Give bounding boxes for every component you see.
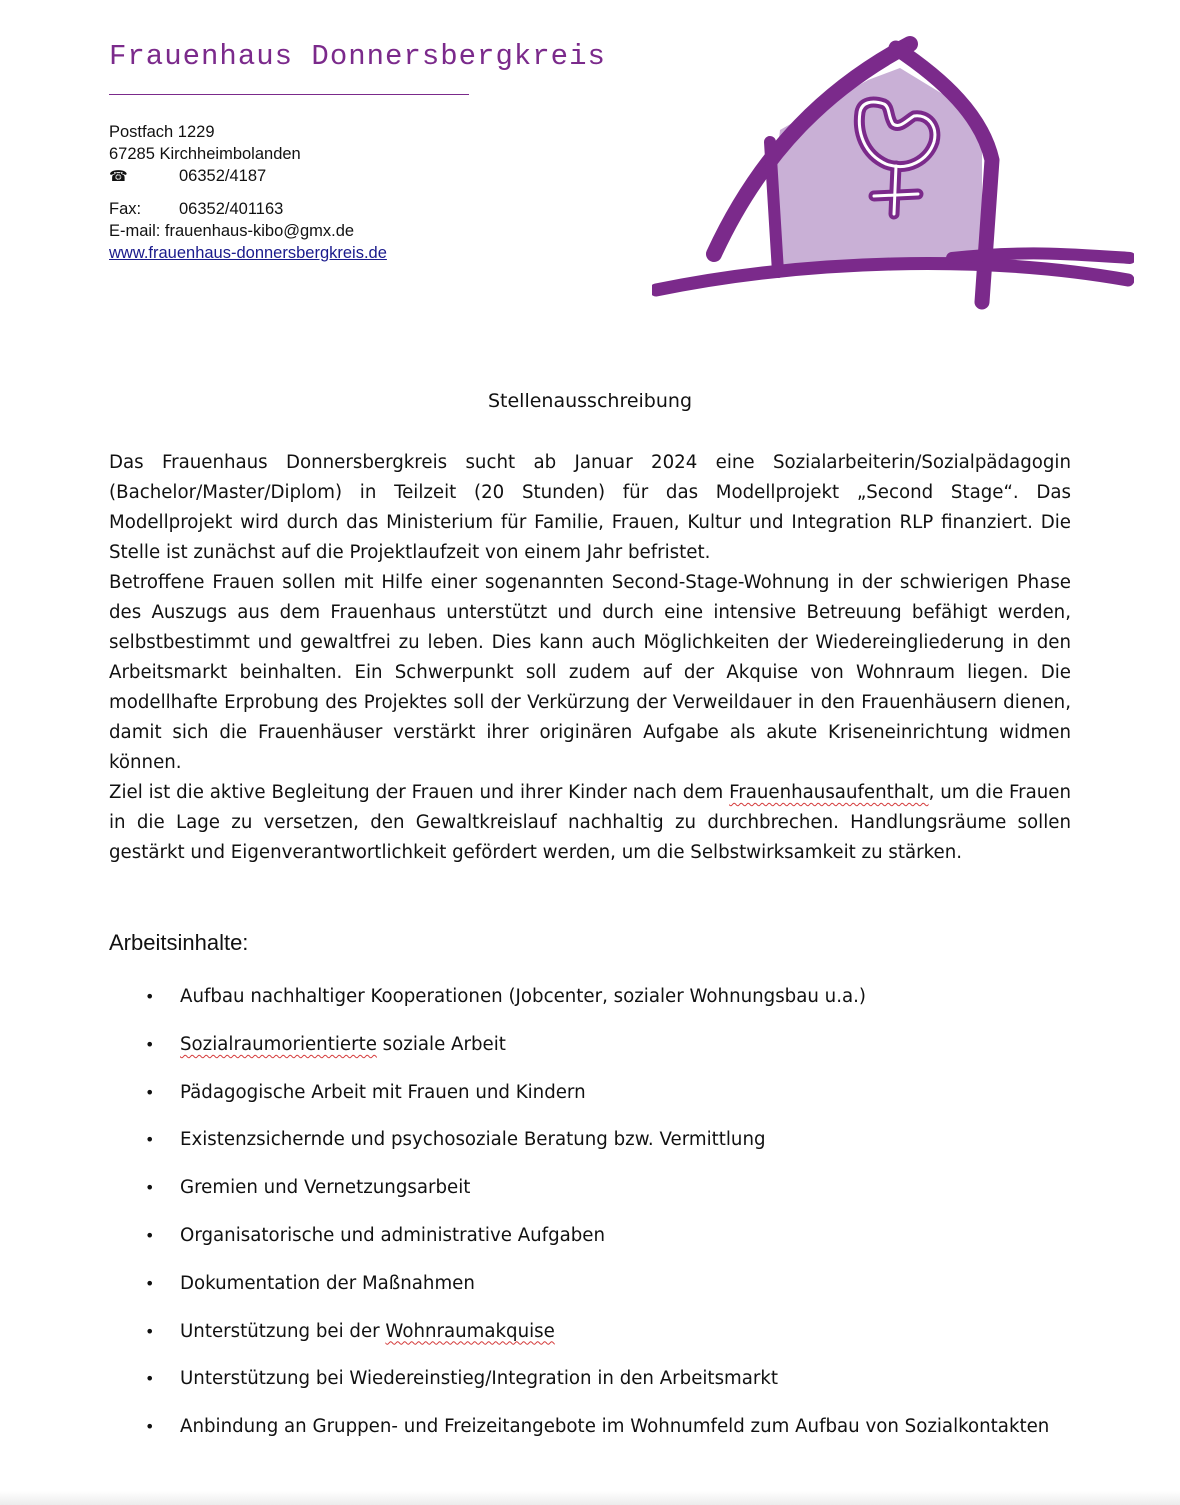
phone-number: 06352/4187 xyxy=(179,167,267,185)
bullet-icon: • xyxy=(145,1273,155,1293)
paragraph-intro: Das Frauenhaus Donnersbergkreis sucht ab Januar 2024 eine Sozialarbeiterin/Sozialpädagogin (Bachelor/Master/Diplom) in Teilzeit (20 Stunden) für das Modellprojekt „Second Stage“. Das Modellprojekt wird durch das Ministerium für Familie, Frauen, Kultur und Integration RLP finanziert. Die Stelle ist zunächst auf die Projektlaufzeit von einem Jahr befristet. xyxy=(109,452,1071,563)
fax-label: Fax: xyxy=(109,200,142,218)
city: 67285 Kirchheimbolanden xyxy=(109,145,301,163)
list-item: • Sozialraumorientierte soziale Arbeit xyxy=(145,1030,1071,1060)
page-edge xyxy=(0,1491,1180,1505)
section-heading: Arbeitsinhalte: xyxy=(109,930,249,955)
list-item: • Dokumentation der Maßnahmen xyxy=(145,1269,1071,1299)
list-item: • Organisatorische und administrative Aufgaben xyxy=(145,1221,1071,1251)
paragraph-project: Betroffene Frauen sollen mit Hilfe einer sogenannten Second-Stage-Wohnung in der schwierigen Phase des Auszugs aus dem Frauenhaus unterstützt und durch eine intensive Betreuung befähigt werden, selbstbestimmt und gewaltfrei zu leben. Dies kann auch Möglichkeiten der Wiedereingliederung in den Arbeitsmarkt beinhalten. Ein Schwerpunkt soll zudem auf der Akquise von Wohnraum liegen. Die modellhafte Erprobung des Projektes soll der Verkürzung der Verweildauer in den Frauenhäusern dienen, damit sich die Frauenhäuser verstärkt ihrer originären Aufgabe als akute Kriseneinrichtung widmen können. xyxy=(109,572,1071,773)
bullet-icon: • xyxy=(145,1321,155,1341)
organization-name: Frauenhaus Donnersbergkreis xyxy=(109,40,606,73)
list-item: • Unterstützung bei Wiedereinstieg/Integration in den Arbeitsmarkt xyxy=(145,1364,1071,1394)
address-block xyxy=(109,121,387,264)
list-item: • Existenzsichernde und psychosoziale Beratung bzw. Vermittlung xyxy=(145,1125,1071,1155)
bullet-icon: • xyxy=(145,1369,155,1389)
website-link[interactable]: www.frauenhaus-donnersbergkreis.de xyxy=(109,244,387,262)
fax-number: 06352/401163 xyxy=(179,200,284,218)
house-with-female-symbol-logo xyxy=(652,32,1134,322)
spellcheck-flagged-word: Wohnraumakquise xyxy=(385,1320,555,1342)
postfach: Postfach 1229 xyxy=(109,123,215,141)
task-list xyxy=(145,982,1071,1460)
header-divider xyxy=(109,94,469,95)
fax-line xyxy=(109,198,387,220)
list-item: • Unterstützung bei der Wohnraumakquise xyxy=(145,1317,1071,1347)
document-title: Stellenausschreibung xyxy=(487,390,693,412)
spellcheck-flagged-word: Sozialraumorientierte xyxy=(180,1033,377,1055)
bullet-icon: • xyxy=(145,1225,155,1245)
phone-line xyxy=(109,165,387,188)
list-item: • Aufbau nachhaltiger Kooperationen (Jobcenter, sozialer Wohnungsbau u.a.) xyxy=(145,982,1071,1012)
bullet-icon: • xyxy=(145,1130,155,1150)
list-item: • Gremien und Vernetzungsarbeit xyxy=(145,1173,1071,1203)
paragraph-goal: Ziel ist die aktive Begleitung der Frauen und ihrer Kinder nach dem Frauenhausaufenthalt, um die Frauen in die Lage zu versetzen, den Gewaltkreislauf nachhaltig zu durchbrechen. Handlungsräume sollen gestärkt und Eigenverantwortlichkeit gefördert werden, um die Selbstwirksamkeit zu stärken. xyxy=(109,782,1071,863)
bullet-icon: • xyxy=(145,1417,155,1437)
email: E-mail: frauenhaus-kibo@gmx.de xyxy=(109,222,355,240)
telephone-icon: ☎ xyxy=(109,168,128,185)
bullet-icon: • xyxy=(145,1178,155,1198)
list-item: • Pädagogische Arbeit mit Frauen und Kindern xyxy=(145,1078,1071,1108)
bullet-icon: • xyxy=(145,987,155,1006)
spellcheck-flagged-word: Frauenhausaufenthalt xyxy=(729,782,929,803)
bullet-icon: • xyxy=(145,1034,155,1054)
bullet-icon: • xyxy=(145,1082,155,1102)
list-item: • Anbindung an Gruppen- und Freizeitangebote im Wohnumfeld zum Aufbau von Sozialkontakten xyxy=(145,1412,1071,1442)
job-description xyxy=(109,448,1071,868)
